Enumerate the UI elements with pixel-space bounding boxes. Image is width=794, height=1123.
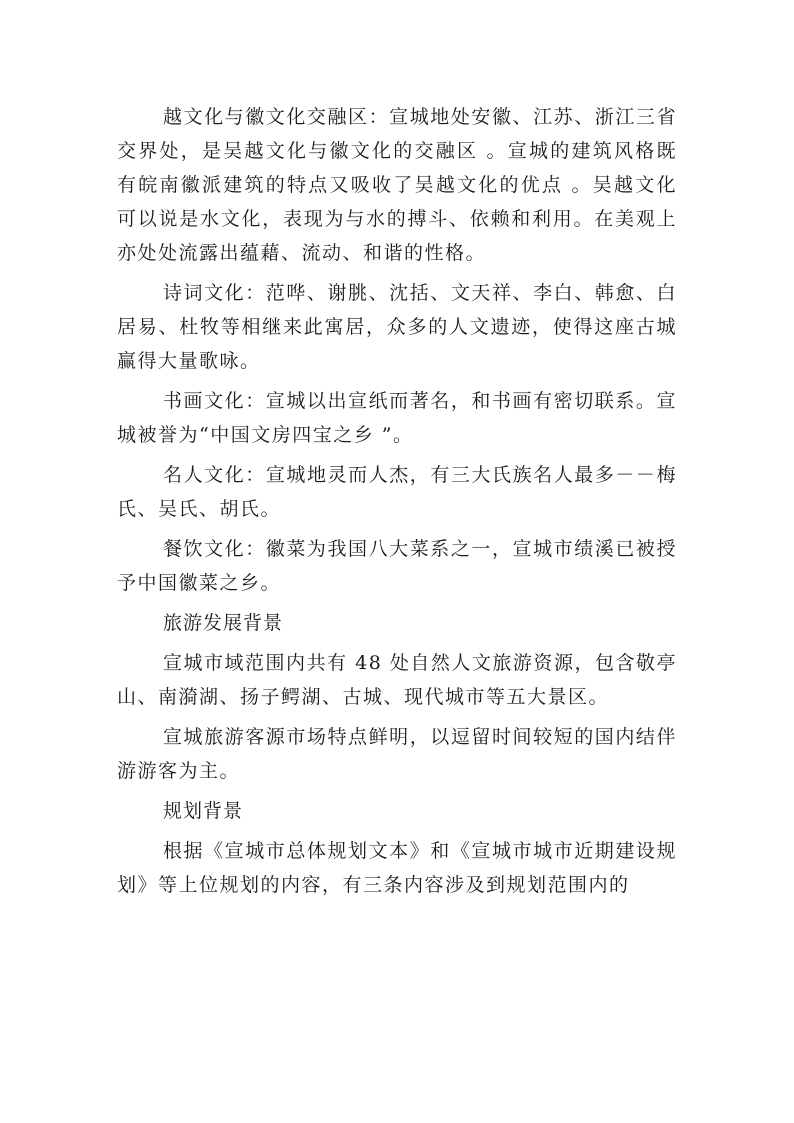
paragraph-tourism-market: 宣城旅游客源市场特点鲜明，以逗留时间较短的国内结伴游游客为主。	[117, 726, 677, 782]
paragraph-culture-fusion: 越文化与徽文化交融区：宣城地处安徽、江苏、浙江三省交界处，是吴越文化与徽文化的交融区 。宣城的建筑风格既有皖南徽派建筑的特点又吸收了吴越文化的优点 。吴越文化可以说是水文化，表现为与水的搏斗、依赖和利用。在美观上亦处处流露出蕴藉、流动、和谐的性格。	[117, 106, 677, 264]
paragraph-planning-basis: 根据《宣城市总体规划文本》和《宣城市城市近期建设规划》等上位规划的内容，有三条内容涉及到规划范围内的	[117, 840, 677, 896]
paragraph-food-culture: 餐饮文化：徽菜为我国八大菜系之一，宣城市绩溪已被授予中国徽菜之乡。	[117, 538, 677, 594]
section-heading-planning: 规划背景	[163, 800, 244, 822]
paragraph-celebrity-culture: 名人文化：宣城地灵而人杰，有三大氏族名人最多－－梅氏、吴氏、胡氏。	[117, 464, 677, 520]
paragraph-tourism-resources: 宣城市域范围内共有 48 处自然人文旅游资源，包含敬亭山、南漪湖、扬子鳄湖、古城、现代城市等五大景区。	[117, 652, 677, 708]
document-body	[117, 100, 677, 908]
paragraph-poetry-culture: 诗词文化：范哗、谢朓、沈括、文天祥、李白、韩愈、白居易、杜牧等相继来此寓居，众多的人文遗迹，使得这座古城赢得大量歌咏。	[117, 282, 677, 372]
section-heading-tourism: 旅游发展背景	[163, 612, 284, 634]
paragraph-calligraphy-culture: 书画文化：宣城以出宣纸而著名，和书画有密切联系。宣城被誉为“中国文房四宝之乡 ”。	[117, 390, 677, 446]
